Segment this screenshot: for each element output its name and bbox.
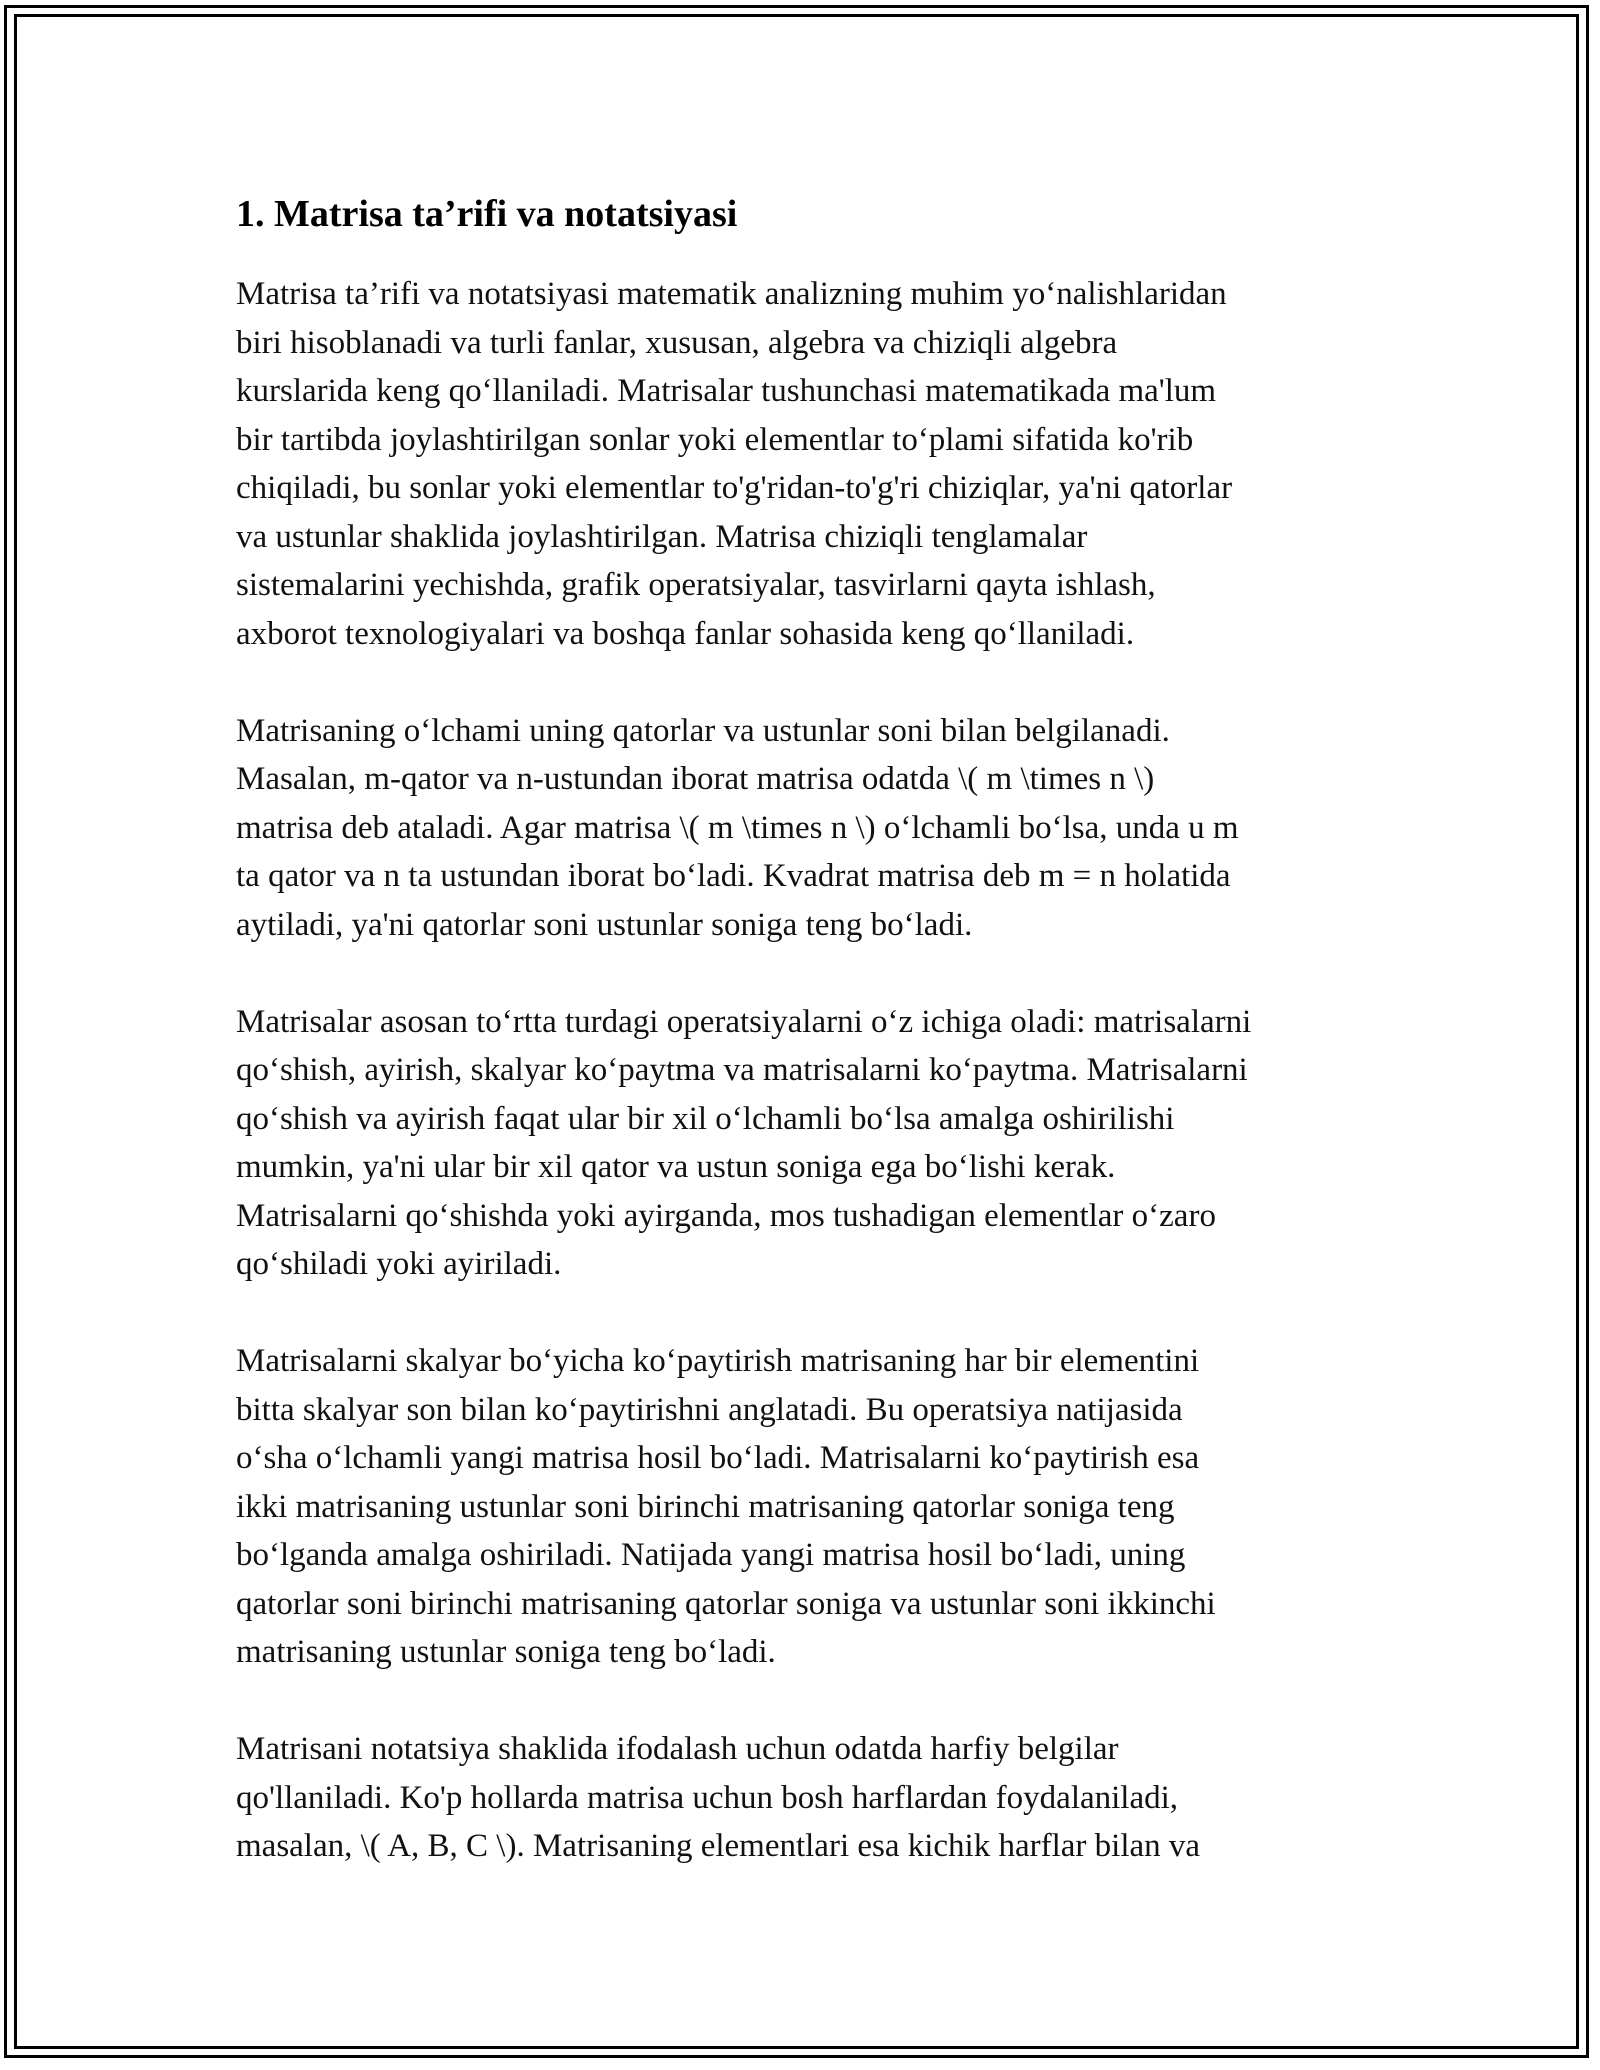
paragraph (236, 998, 1366, 1289)
paragraph-line: Matrisa ta’rifi va notatsiyasi matematik analizning muhim yo‘nalishlaridan (236, 276, 1227, 312)
paragraph-line: mumkin, ya'ni ular bir xil qator va ustun soniga ega bo‘lishi kerak. (236, 1149, 1116, 1185)
paragraph-line: Matrisaning o‘lchami uning qatorlar va ustunlar soni bilan belgilanadi. (236, 712, 1170, 749)
paragraph-line: axborot texnologiyalari va boshqa fanlar sohasida keng qo‘llaniladi. (236, 615, 1135, 652)
document-body (236, 188, 1366, 1919)
paragraph-line: qo‘shish va ayirish faqat ular bir xil o‘lchamli bo‘lsa amalga oshirilishi (236, 1100, 1175, 1137)
paragraph-line: kurslarida keng qo‘llaniladi. Matrisalar tushunchasi matematikada ma'lum (236, 373, 1217, 409)
paragraph-line: sistemalarini yechishda, grafik operatsiyalar, tasvirlarni qayta ishlash, (236, 567, 1156, 603)
paragraph-line: aytiladi, ya'ni qatorlar soni ustunlar soniga teng bo‘ladi. (236, 906, 973, 943)
paragraph-line: Masalan, m-qator va n-ustundan iborat matrisa odatda \( m \times n \) (236, 761, 1155, 797)
paragraph-line: matrisaning ustunlar soniga teng bo‘ladi. (236, 1634, 776, 1670)
paragraph (236, 1725, 1366, 1871)
paragraph-line: Matrisalar asosan to‘rtta turdagi operatsiyalarni o‘z ichiga oladi: matrisalarni (236, 1003, 1252, 1040)
paragraph-line: Matrisalarni skalyar bo‘yicha ko‘paytirish matrisaning har bir elementini (236, 1343, 1200, 1379)
paragraph-line: va ustunlar shaklida joylashtirilgan. Matrisa chiziqli tenglamalar (236, 518, 1088, 555)
paragraph-line: bitta skalyar son bilan ko‘paytirishni anglatadi. Bu operatsiya natijasida (236, 1391, 1183, 1428)
paragraph-line: matrisa deb ataladi. Agar matrisa \( m \times n \) o‘lchamli bo‘lsa, unda u m (236, 809, 1239, 846)
paragraph-line: qo‘shish, ayirish, skalyar ko‘paytma va matrisalarni ko‘paytma. Matrisalarni (236, 1052, 1248, 1088)
paragraph-line: o‘sha o‘lchamli yangi matrisa hosil bo‘ladi. Matrisalarni ko‘paytirish esa (236, 1440, 1200, 1476)
paragraph-line: qo'llaniladi. Ko'p hollarda matrisa uchun bosh harflardan foydalaniladi, (236, 1779, 1179, 1816)
paragraph (236, 707, 1366, 950)
paragraph-line: qatorlar soni birinchi matrisaning qatorlar soniga va ustunlar soni ikkinchi (236, 1585, 1216, 1622)
section-heading: 1. Matrisa ta’rifi va notatsiyasi (236, 193, 738, 235)
paragraph-line: chiqiladi, bu sonlar yoki elementlar to'g'ridan-to'g'ri chiziqlar, ya'ni qatorlar (236, 470, 1233, 506)
paragraph-line: bo‘lganda amalga oshiriladi. Natijada yangi matrisa hosil bo‘ladi, uning (236, 1537, 1186, 1573)
paragraph-line: biri hisoblanadi va turli fanlar, xususan, algebra va chiziqli algebra (236, 324, 1118, 361)
paragraph (236, 1337, 1366, 1677)
paragraph-line: ta qator va n ta ustundan iborat bo‘ladi. Kvadrat matrisa deb m = n holatida (236, 858, 1231, 894)
paragraph-list (236, 270, 1366, 1871)
paragraph-line: Matrisalarni qo‘shishda yoki ayirganda, mos tushadigan elementlar o‘zaro (236, 1197, 1216, 1234)
paragraph-line: Matrisani notatsiya shaklida ifodalash uchun odatda harfiy belgilar (236, 1731, 1119, 1767)
paragraph (236, 270, 1366, 658)
paragraph-line: bir tartibda joylashtirilgan sonlar yoki elementlar to‘plami sifatida ko'rib (236, 421, 1194, 458)
paragraph-line: masalan, \( A, B, C \). Matrisaning elementlari esa kichik harflar bilan va (236, 1828, 1201, 1864)
paragraph-line: qo‘shiladi yoki ayiriladi. (236, 1246, 562, 1282)
paragraph-line: ikki matrisaning ustunlar soni birinchi matrisaning qatorlar soniga teng (236, 1488, 1175, 1525)
